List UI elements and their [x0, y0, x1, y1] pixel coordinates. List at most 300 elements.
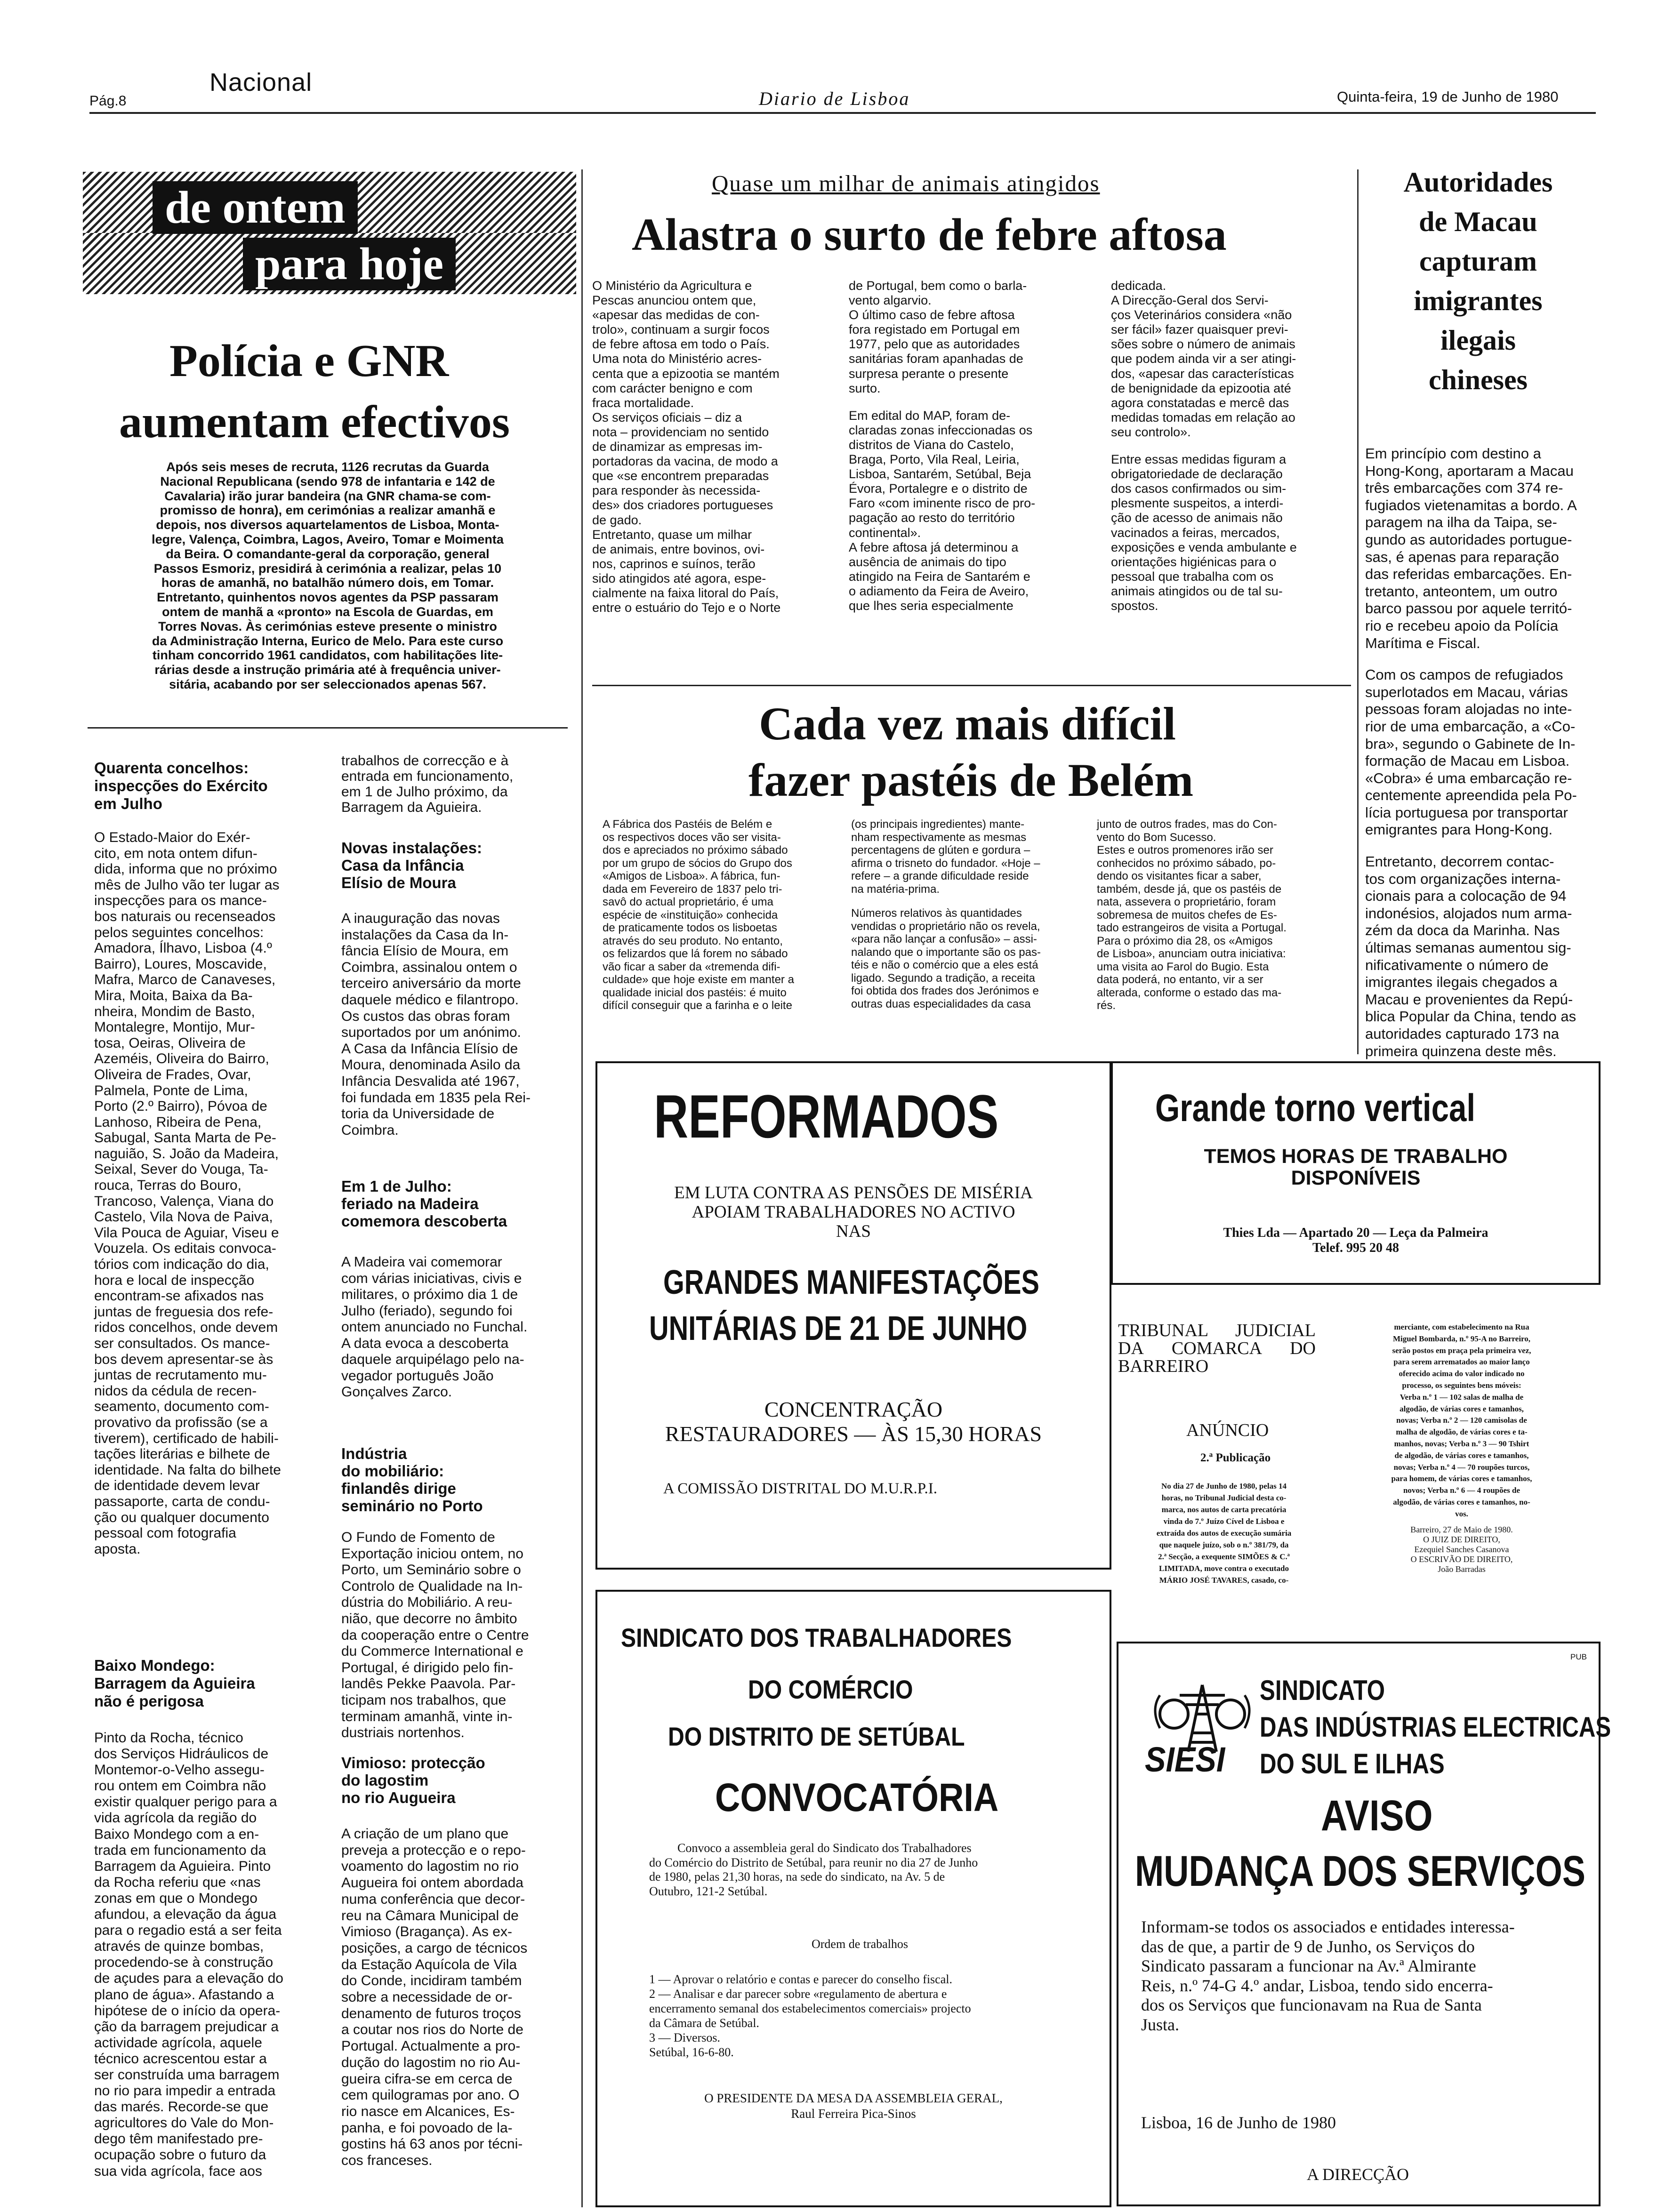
text-line: dos, «apesar das características	[1111, 366, 1294, 381]
text-line: nata, assevera o proprietário, foram	[1097, 896, 1276, 908]
text-line: sões sobre o número de animais	[1111, 337, 1295, 352]
text-line: O último caso de febre aftosa	[849, 308, 1015, 322]
text-line: Coimbra.	[341, 1122, 399, 1138]
text-line: cionais para a colocação de 94	[1365, 888, 1567, 905]
text-line: entre o estuário do Tejo e o Norte	[592, 601, 781, 615]
text-line: do Comércio do Distrito de Setúbal, para reunir no dia 27 de Junho	[649, 1855, 978, 1869]
text-line: agricultores do Vale do Mon-	[94, 2115, 274, 2131]
text-line: ser consultados. Os mance-	[94, 1336, 270, 1351]
text-line: dução do lagostim no rio Au-	[341, 2054, 521, 2070]
text-line: 2.ª Secção, a exequente SIMÕES & C.ª	[1158, 1552, 1290, 1561]
text-line: sua vida agrícola, face aos	[94, 2163, 262, 2179]
text-line: A data evoca a descoberta	[341, 1335, 509, 1351]
text-line: passaporte, carta de condu-	[94, 1493, 270, 1509]
siesi-aviso: AVISO	[1321, 1792, 1433, 1840]
heading-line: no rio Augueira	[341, 1789, 456, 1806]
text-line: vendidas o proprietário não os revela,	[851, 920, 1040, 933]
text-line: dos e apreciados no próximo sábado	[603, 844, 788, 857]
reformados-title: REFORMADOS	[654, 1082, 999, 1151]
text-line: percentagens de glúten e gordura –	[851, 844, 1030, 857]
text-line: da Estação Aquícola de Vila	[341, 1956, 517, 1972]
text-line: ços Veterinários considera «não	[1111, 308, 1292, 322]
text-line: juntas de freguesia dos refe-	[94, 1304, 273, 1320]
text-line: O Fundo de Fomento de	[341, 1530, 495, 1545]
sindicato-signature	[597, 2091, 1110, 2122]
text-line: refere – a grande dificuldade reside	[851, 870, 1029, 882]
text-line: depois, nos diversos aquartelamentos de Lisboa, Monta-	[156, 518, 499, 532]
text-line: de Lisboa», anunciam outra iniciativa:	[1097, 947, 1286, 960]
text-line: surto.	[849, 381, 881, 395]
text-line: para homem, de várias cores e tamanhos,	[1391, 1474, 1532, 1483]
heading-line: comemora descoberta	[341, 1212, 507, 1230]
text-line: actividade agrícola, aquele	[94, 2035, 262, 2051]
text-line: através do seu produto. No entanto,	[603, 934, 783, 947]
text-line: indonésios, alojados num arma-	[1365, 905, 1572, 922]
heading-line: TRIBUNAL JUDICIAL	[1118, 1321, 1316, 1340]
text-line: Exportação iniciou ontem, no	[341, 1546, 523, 1562]
sindicato-items	[649, 1972, 1063, 2060]
text-line: A Madeira vai comemorar	[341, 1254, 502, 1270]
text-line: identidade. Na falta do bilhete	[94, 1462, 281, 1478]
text-line: para serem arrematados ao maior lanço	[1393, 1357, 1530, 1367]
text-line: reu na Câmara Municipal de	[341, 1907, 519, 1923]
text-line: promisso de honra), em cerimónias a realizar amanhã e	[160, 503, 496, 518]
text-line: nificativamente o número de	[1365, 956, 1549, 973]
text-line: vegador português João	[341, 1368, 494, 1384]
siesi-pub-label: PUB	[1570, 1652, 1587, 1661]
text-line: das de que, a partir de 9 de Junho, os Serviços do	[1141, 1937, 1475, 1956]
tribunal-signature	[1344, 1525, 1579, 1574]
text-line: Convoco a assembleia geral do Sindicato dos Trabalhadores	[677, 1841, 972, 1855]
text-line: centemente apreendida pela Po-	[1365, 787, 1577, 804]
text-line: Miguel Bombarda, n.º 95-A no Barreiro,	[1392, 1334, 1531, 1343]
rubric-line2: para hoje	[243, 238, 456, 290]
text-line: entrada em funcionamento,	[341, 769, 514, 784]
text-line: Vimioso (Bragança). As ex-	[341, 1924, 512, 1940]
macau-body	[1365, 445, 1601, 1060]
reformados-signature: A COMISSÃO DISTRITAL DO M.U.R.P.I.	[663, 1480, 937, 1497]
text-line: técnico acrescentou estar a	[94, 2051, 267, 2067]
text-line: centa que a epizootia se mantém	[592, 366, 780, 381]
text-line: novos; Verba n.º 6 — 4 roupões de	[1403, 1486, 1520, 1495]
text-line: Infância Desvalida até 1967,	[341, 1073, 520, 1089]
text-line: emigrantes para Hong-Kong.	[1365, 821, 1553, 838]
text-line: de febre aftosa em todo o País.	[592, 337, 770, 352]
text-line: de identidade devem levar	[94, 1478, 260, 1494]
text-line: nheira, Mondim de Basto,	[94, 1003, 255, 1019]
text-line: trolo», continuam a surgir focos	[592, 322, 770, 337]
reformados-subtitle	[597, 1183, 1110, 1241]
tribunal-left-text	[1120, 1480, 1327, 1586]
text-line: Coimbra, assinalou ontem o	[341, 959, 517, 975]
heading-line: não é perigosa	[94, 1692, 204, 1710]
text-line: tinham concorrido 1961 candidatos, com habilitações lite-	[152, 648, 503, 663]
text-line: cos franceses.	[341, 2153, 433, 2169]
text-line: ontem anunciado no Funchal.	[341, 1319, 528, 1335]
text-line: vacinados a feiras, mercados,	[1111, 525, 1280, 540]
text-line: dada em Fevereiro de 1837 pelo tri-	[603, 882, 782, 896]
febre-title: Alastra o surto de febre aftosa	[632, 209, 1227, 260]
text-line: ligado. Segundo a tradição, a receita	[851, 971, 1035, 985]
text-line: «apesar das medidas de con-	[592, 308, 760, 322]
text-line: oferecido acima do valor indicado no	[1399, 1369, 1525, 1378]
siesi-name-3: DO SUL E ILHAS	[1260, 1748, 1445, 1779]
text-line: posições, a cargo de técnicos	[341, 1940, 528, 1956]
policia-title-2: aumentam efectivos	[119, 397, 510, 448]
text-line: tos com organizações interna-	[1365, 870, 1561, 887]
text-line: formação de Macau em Lisboa.	[1365, 753, 1570, 769]
sindicato-convocatoria: CONVOCATÓRIA	[715, 1775, 999, 1819]
baixo-heading	[94, 1657, 320, 1710]
tribunal-notice	[1111, 1304, 1601, 1605]
text-line: 2 — Analisar e dar parecer sobre «regulamento de abertura e	[649, 1987, 947, 2001]
text-line: terminam amanhã, vinte in-	[341, 1708, 513, 1724]
text-line: Montemor-o-Velho assegu-	[94, 1762, 265, 1778]
text-line: Justa.	[1141, 2015, 1179, 2034]
text-line: Entretanto, decorrem contac-	[1365, 853, 1554, 870]
text-line: Évora, Portalegre e o distrito de	[849, 481, 1028, 496]
belem-column-2	[851, 818, 1091, 1010]
text-line: gundo as autoridades portugue-	[1365, 531, 1572, 548]
text-line: «para não lançar a confusão» – assi-	[851, 933, 1037, 946]
text-line: Controlo de Qualidade na In-	[341, 1578, 523, 1594]
text-line: Torres Novas. Às cerimónias esteve presente o ministro	[158, 619, 497, 633]
text-line: tosa, Oeiras, Oliveira de	[94, 1035, 246, 1051]
text-line: Em princípio com destino a	[1365, 445, 1541, 462]
text-line: legre, Valença, Coimbra, Lagos, Aveiro, Tomar e Moimenta	[152, 532, 504, 546]
text-line: O PRESIDENTE DA MESA DA ASSEMBLEIA GERAL,	[704, 2091, 1003, 2105]
macau-title	[1367, 162, 1589, 400]
text-line: Barragem da Aguieira.	[341, 800, 482, 815]
febre-column-1	[592, 279, 828, 615]
text-line: Cavalaria) irão jurar bandeira (na GNR chama-se com-	[164, 489, 491, 503]
text-line: du Commerce International e	[341, 1643, 523, 1659]
text-line: portadoras da vacina, de modo a	[592, 454, 778, 469]
text-line: obrigatoriedade de declaração	[1111, 467, 1283, 481]
text-line: da Administração Interna, Eurico de Melo. Para este curso	[152, 633, 504, 648]
text-line: Moura, denominada Asilo da	[341, 1057, 521, 1073]
text-line: pessoas foram alojadas no inte-	[1365, 701, 1572, 718]
text-line: A inauguração das novas	[341, 911, 500, 926]
text-line: merciante, com estabelecimento na Rua	[1394, 1322, 1529, 1331]
text-line: vento algarvio.	[849, 293, 932, 308]
text-line: procedendo-se à construção	[94, 1955, 273, 1971]
text-line: Telef. 995 20 48	[1312, 1241, 1400, 1255]
text-line: foi fundada em 1835 pela Rei-	[341, 1090, 531, 1106]
heading-line: Barragem da Aguieira	[94, 1675, 255, 1692]
text-line: manhos, novas; Verba n.º 3 — 90 Tshirt	[1394, 1439, 1529, 1448]
policia-title-1: Polícia e GNR	[169, 336, 449, 386]
text-line: qualidade inicial dos pastéis: é muito	[603, 986, 787, 999]
text-line: NAS	[836, 1222, 871, 1241]
text-line: Outubro, 121-2 Setúbal.	[649, 1884, 768, 1898]
text-line: espécie de «instituição» conhecida	[603, 908, 778, 922]
text-line: Sabugal, Santa Marta de Pe-	[94, 1130, 276, 1146]
text-line: bra», segundo o Gabinete de In-	[1365, 735, 1576, 752]
heading-line: Baixo Mondego:	[94, 1657, 215, 1674]
text-line: fora registado em Portugal em	[849, 322, 1020, 337]
siesi-logo-text: SIESI	[1145, 1740, 1225, 1779]
text-line: rés.	[1097, 999, 1116, 1012]
belem-title-1: Cada vez mais difícil	[759, 697, 1176, 750]
vimioso-body	[341, 1826, 563, 2169]
text-line: continental».	[849, 525, 921, 540]
text-line: O Ministério da Agricultura e	[592, 279, 752, 293]
rubric-line1: de ontem	[153, 181, 358, 234]
text-line: data poderá, no entanto, vir a ser	[1097, 973, 1263, 986]
text-line: A Direcção-Geral dos Servi-	[1111, 293, 1269, 308]
text-line: Informam-se todos os associados e entidades interessa-	[1141, 1917, 1515, 1936]
text-line: lícia portuguesa por transportar	[1365, 804, 1568, 821]
text-line: das marés. Recorde-se que	[94, 2099, 269, 2115]
text-line	[1111, 440, 1346, 452]
text-line: tações literárias e bilhete de	[94, 1446, 270, 1462]
text-line: voamento do lagostim no rio	[341, 1859, 519, 1875]
text-line: que podem ainda vir a ser atingi-	[1111, 352, 1296, 366]
text-line: DISPONÍVEIS	[1291, 1167, 1421, 1189]
text-line: juntas de recrutamento mu-	[94, 1367, 267, 1383]
siesi-name-2: DAS INDÚSTRIAS ELECTRICAS	[1260, 1711, 1611, 1743]
text-line: sido atingidos até agora, espe-	[592, 571, 766, 585]
heading-line: Vimioso: protecção	[341, 1754, 485, 1771]
torno-subtitle	[1113, 1146, 1599, 1189]
text-line: daquele médico e filantropo.	[341, 992, 519, 1008]
text-line: cito, em nota ontem difun-	[94, 845, 257, 861]
text-line: sobre a necessidade de or-	[341, 1989, 513, 2005]
sindicato-comercio-ad	[595, 1590, 1111, 2207]
text-line: pelos seguintes concelhos:	[94, 924, 264, 940]
text-line: horas, no Tribunal Judicial desta co-	[1161, 1493, 1287, 1502]
text-line: Castelo, Vila Nova de Paiva,	[94, 1209, 273, 1225]
policia-lead	[92, 460, 563, 692]
torno-ad	[1111, 1061, 1601, 1285]
text-line: junto de outros frades, mas do Con-	[1097, 818, 1277, 831]
text-line: Hong-Kong, aportaram a Macau	[1365, 462, 1574, 479]
text-line: nham respectivamente as mesmas	[851, 831, 1027, 844]
column-rule-left	[581, 169, 583, 2207]
text-line: trabalhos de correcção e à	[341, 753, 509, 769]
text-line: na matéria-prima.	[851, 882, 940, 896]
text-line: bos naturais ou recenseados	[94, 908, 276, 924]
text-line: pagação ao resto do território	[849, 511, 1015, 525]
text-line: Números relativos às quantidades	[851, 907, 1022, 920]
vimioso-heading	[341, 1754, 563, 1806]
text-line: TEMOS HORAS DE TRABALHO	[1204, 1145, 1508, 1168]
febre-kicker: Quase um milhar de animais atingidos	[712, 170, 1100, 196]
text-line: 3 — Diversos.	[649, 2031, 720, 2044]
casa-heading	[341, 839, 563, 891]
text-line: para o regadio está a ser feita	[94, 1923, 282, 1939]
text-line: rio nasce em Alcanices, Es-	[341, 2103, 515, 2119]
text-line: algodão, de várias cores e tamanhos, no-	[1393, 1497, 1530, 1507]
heading-line: feriado na Madeira	[341, 1195, 479, 1212]
text-line: O Estado-Maior do Exér-	[94, 830, 250, 845]
text-line: Montalegre, Montijo, Mur-	[94, 1019, 255, 1035]
text-line: tórios com indicação do dia,	[94, 1257, 269, 1273]
casa-body	[341, 911, 563, 1138]
text-line: gostins há 63 anos por técni-	[341, 2136, 523, 2152]
heading-line: finlandês dirige	[341, 1480, 456, 1497]
text-line: vos.	[1455, 1509, 1468, 1518]
text-line: des» dos criadores portugueses	[592, 498, 773, 513]
text-line: do Conde, incidiram também	[341, 1973, 522, 1989]
text-line: A Fábrica dos Pastéis de Belém e	[603, 818, 772, 831]
sindicato-title-3: DO DISTRITO DE SETÚBAL	[668, 1722, 965, 1751]
reformados-big-1: GRANDES MANIFESTAÇÕES	[663, 1264, 1039, 1301]
text-line: ção de acesso de animais não	[1111, 511, 1283, 525]
text-line: ser construída uma barragem	[94, 2067, 280, 2083]
sindicato-title-1: SINDICATO DOS TRABALHADORES	[621, 1623, 1012, 1652]
text-line: exposições e venda ambulante e	[1111, 540, 1297, 554]
text-line: seu controlo».	[1111, 425, 1191, 439]
text-line: pessoal com fotografia	[94, 1525, 236, 1541]
section-name: Nacional	[209, 68, 313, 96]
text-line: toria da Universidade de	[341, 1106, 495, 1122]
text-line: Amadora, Ílhavo, Lisboa (4.º	[94, 940, 272, 956]
text-line: no rio para impedir a entrada	[94, 2083, 276, 2099]
text-line: ocupação sobre o futuro da	[94, 2147, 266, 2163]
text-line: Entretanto, quase um milhar	[592, 527, 752, 542]
text-line: rárias desde a instrução primária até à frequência univer-	[154, 663, 501, 677]
text-line: das referidas embarcações. En-	[1365, 566, 1572, 583]
text-line: que «se encontrem preparadas	[592, 469, 769, 483]
text-line: Após seis meses de recruta, 1126 recrutas da Guarda	[166, 460, 489, 474]
text-line: zém da doca da Marinha. Nas	[1365, 922, 1560, 939]
text-line: (os principais ingredientes) mante-	[851, 818, 1025, 831]
heading-line: do mobiliário:	[341, 1462, 444, 1480]
text-line: Mira, Moita, Baixa da Ba-	[94, 987, 253, 1003]
text-line: dos casos confirmados ou sim-	[1111, 481, 1287, 496]
tribunal-anuncio: ANÚNCIO	[1186, 1420, 1269, 1440]
text-line: para responder às necessida-	[592, 483, 761, 498]
text-line: O ESCRIVÃO DE DIREITO,	[1410, 1555, 1513, 1564]
text-line	[1365, 839, 1601, 853]
text-line: Vouzela. Os editais convoca-	[94, 1241, 276, 1257]
text-line: aposta.	[94, 1541, 141, 1557]
text-line: tado estrangeiros de visita a Portugal.	[1097, 922, 1287, 934]
text-line: os respectivos doces vão ser visita-	[603, 831, 781, 844]
text-line: conhecidos no próximo sábado, po-	[1097, 857, 1276, 870]
text-line: últimas semanas aumentou sig-	[1365, 939, 1571, 956]
text-line: Faro «com iminente risco de pro-	[849, 496, 1036, 511]
heading-line: inspecções do Exército	[94, 777, 268, 794]
text-line: dústria do Mobiliário. A reu-	[341, 1595, 513, 1611]
heading-line: DA COMARCA DO	[1118, 1338, 1316, 1358]
text-line: No dia 27 de Junho de 1980, pelas 14	[1161, 1482, 1287, 1491]
text-line: Reis, n.º 74-G 4.º andar, Lisboa, tendo sido encerra-	[1141, 1976, 1493, 1995]
text-line: distritos de Viana do Castelo,	[849, 437, 1014, 452]
text-line: da cooperação entre o Centre	[341, 1627, 529, 1643]
header-rule	[89, 112, 1596, 114]
text-line: fraca mortalidade.	[592, 395, 694, 410]
text-line: imigrantes ilegais chegados a	[1365, 974, 1558, 991]
text-line: instalações da Casa da In-	[341, 927, 509, 943]
text-line: suportados por um anónimo.	[341, 1025, 521, 1041]
text-line: inspecções para os mance-	[94, 893, 267, 909]
page-number: Pág.8	[89, 93, 127, 109]
text-line: blica Popular da China, tendo as	[1365, 1008, 1577, 1025]
quarenta-body	[94, 830, 320, 1557]
text-line: Lanhoso, Ribeira de Pena,	[94, 1114, 262, 1130]
text-line: de algodão, de várias cores e tamanhos,	[1394, 1451, 1529, 1460]
text-line: Palmela, Ponte de Lima,	[94, 1082, 248, 1098]
text-line: nidos da cédula de recen-	[94, 1383, 257, 1399]
text-line: de 1980, pelas 21,30 horas, na sede do sindicato, na Av. 5 de	[649, 1870, 945, 1883]
text-line	[851, 896, 1091, 907]
text-line: ção ou qualquer documento	[94, 1509, 269, 1525]
madeira-body	[341, 1254, 563, 1401]
text-line: dendo os visitantes ficar a saber,	[1097, 870, 1262, 882]
text-line: novas; Verba n.º 2 — 120 camisolas de	[1396, 1416, 1527, 1425]
siesi-signature: A DIRECÇÃO	[1307, 2165, 1409, 2184]
text-line: nião, que decorre no âmbito	[341, 1611, 517, 1627]
text-line: zonas em que o Mondego	[94, 1890, 257, 1906]
text-line: daquele arquipélago pelo na-	[341, 1352, 524, 1367]
text-line: Portugal. Actualmente a pro-	[341, 2038, 521, 2054]
torno-title: Grande torno vertical	[1155, 1087, 1476, 1130]
text-line: atingido na Feira de Santarém e	[849, 569, 1030, 584]
text-line	[849, 396, 1084, 409]
text-line: Pescas anunciou ontem que,	[592, 293, 756, 308]
text-line: Pinto da Rocha, técnico	[94, 1730, 243, 1746]
text-line: 1 — Aprovar o relatório e contas e parecer do conselho fiscal.	[649, 1972, 952, 1986]
heading-line: Autoridades	[1403, 167, 1553, 198]
text-line: dedicada.	[1111, 279, 1166, 293]
text-line: por um grupo de sócios do Grupo dos	[603, 857, 792, 870]
column-rule-right	[1357, 169, 1359, 1054]
text-line: afirma o trisneto do fundador. «Hoje –	[851, 857, 1040, 870]
text-line: EM LUTA CONTRA AS PENSÕES DE MISÉRIA	[674, 1183, 1033, 1202]
heading-line: em Julho	[94, 795, 162, 812]
text-line: processo, os seguintes bens móveis:	[1402, 1380, 1521, 1390]
text-line: malha de algodão, de várias cores e ta-	[1396, 1427, 1528, 1437]
text-line: bos devem apresentar-se às	[94, 1351, 273, 1367]
text-line: culdade» que hoje existe em manter a	[603, 973, 794, 986]
text-line: Thies Lda — Apartado 20 — Leça da Palmeira	[1223, 1226, 1488, 1240]
text-line: de gado.	[592, 513, 642, 527]
text-line: orientações higiénicas para o	[1111, 554, 1277, 569]
text-line: Julho (feriado), segundo foi	[341, 1303, 513, 1319]
text-line: outras duas especialidades da casa	[851, 997, 1031, 1010]
heading-line: Casa da Infância	[341, 857, 464, 874]
text-line: Sindicato passaram a funcionar na Av.ª Almirante	[1141, 1956, 1476, 1975]
text-line: com carácter benigno e com	[592, 381, 753, 395]
text-line: dego têm manifestado pre-	[94, 2131, 263, 2147]
quarenta-heading	[94, 759, 320, 813]
industria-heading	[341, 1445, 563, 1515]
text-line: plano de água». Afastando a	[94, 1987, 274, 2003]
text-line: Oliveira de Frades, Ovar,	[94, 1066, 251, 1082]
text-line: cem quilogramas por ano. O	[341, 2087, 520, 2103]
heading-line: Novas instalações:	[341, 839, 482, 857]
text-line: de animais, entre bovinos, ovi-	[592, 542, 765, 556]
heading-line: Em 1 de Julho:	[341, 1178, 452, 1195]
text-line: pessoal que trabalha com os	[1111, 569, 1274, 584]
text-line: fância Elísio de Moura, em	[341, 943, 509, 959]
text-line: Uma nota do Ministério acres-	[592, 352, 762, 366]
text-line: ausência de animais do tipo	[849, 554, 1006, 569]
text-line: Nacional Republicana (sendo 978 de infantaria e 142 de	[160, 474, 495, 489]
text-line: rior de uma embarcação, a «Co-	[1365, 718, 1576, 735]
heading-line: BARREIRO	[1118, 1356, 1209, 1376]
text-line: existir qualquer perigo para a	[94, 1794, 277, 1810]
text-line: MÁRIO JOSÉ TAVARES, casado, co-	[1159, 1576, 1289, 1585]
tribunal-publicacao: 2.ª Publicação	[1200, 1451, 1271, 1464]
text-line: alterada, conforme o estado das ma-	[1097, 986, 1282, 999]
text-line: da Câmara de Setúbal.	[649, 2016, 759, 2030]
reformados-ad	[595, 1061, 1111, 1570]
text-line: cialmente na faixa litoral do País,	[592, 585, 779, 600]
